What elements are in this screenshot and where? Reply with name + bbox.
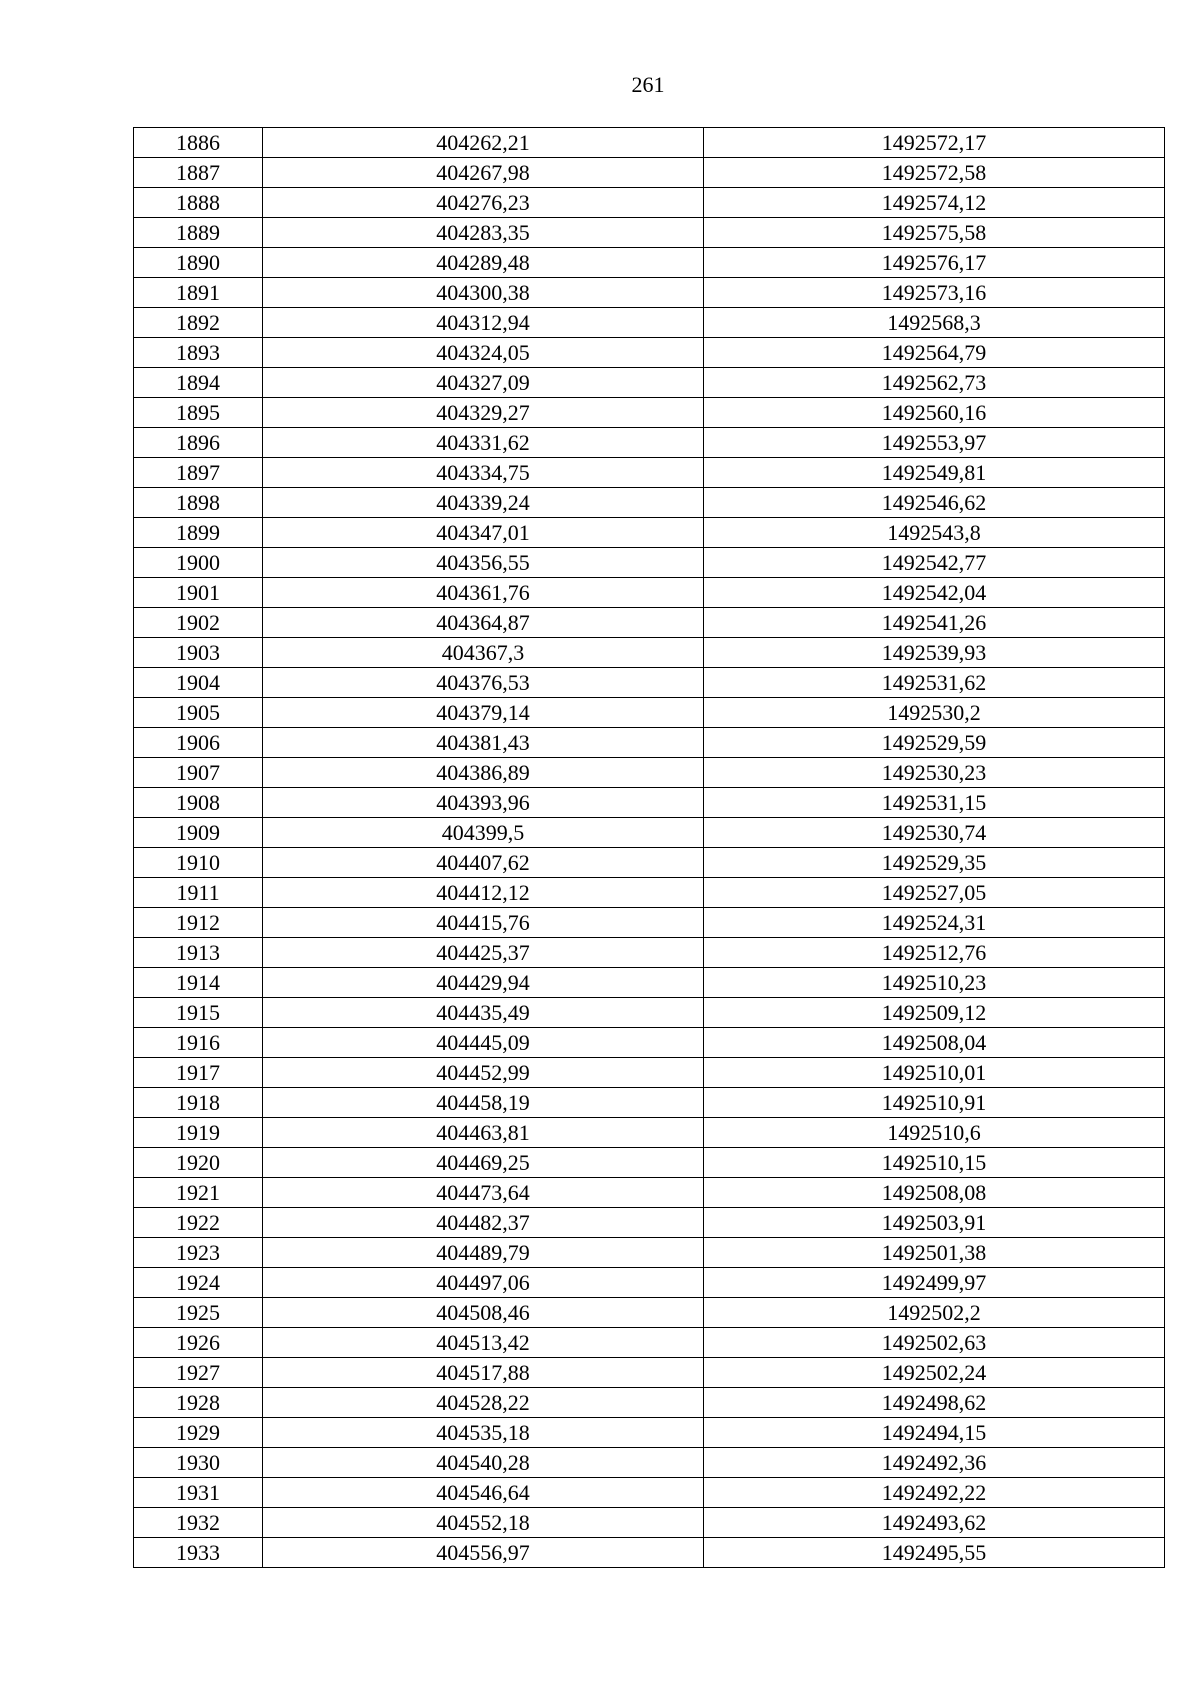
- point-number-cell: 1909: [134, 818, 263, 848]
- y-coordinate-cell: 1492508,08: [704, 1178, 1165, 1208]
- x-coordinate-cell: 404324,05: [263, 338, 704, 368]
- y-coordinate-cell: 1492503,91: [704, 1208, 1165, 1238]
- point-number-cell: 1890: [134, 248, 263, 278]
- x-coordinate-cell: 404267,98: [263, 158, 704, 188]
- x-coordinate-cell: 404356,55: [263, 548, 704, 578]
- table-row: [134, 338, 1165, 368]
- x-coordinate-cell: 404528,22: [263, 1388, 704, 1418]
- table-row: [134, 638, 1165, 668]
- point-number-cell: 1908: [134, 788, 263, 818]
- y-coordinate-cell: 1492529,59: [704, 728, 1165, 758]
- x-coordinate-cell: 404367,3: [263, 638, 704, 668]
- y-coordinate-cell: 1492508,04: [704, 1028, 1165, 1058]
- x-coordinate-cell: 404334,75: [263, 458, 704, 488]
- table-row: [134, 698, 1165, 728]
- table-row: [134, 1478, 1165, 1508]
- y-coordinate-cell: 1492542,77: [704, 548, 1165, 578]
- point-number-cell: 1916: [134, 1028, 263, 1058]
- table-row: [134, 1358, 1165, 1388]
- x-coordinate-cell: 404289,48: [263, 248, 704, 278]
- table-row: [134, 938, 1165, 968]
- x-coordinate-cell: 404513,42: [263, 1328, 704, 1358]
- x-coordinate-cell: 404425,37: [263, 938, 704, 968]
- table-row: [134, 1178, 1165, 1208]
- x-coordinate-cell: 404331,62: [263, 428, 704, 458]
- point-number-cell: 1920: [134, 1148, 263, 1178]
- point-number-cell: 1917: [134, 1058, 263, 1088]
- table-row: [134, 278, 1165, 308]
- y-coordinate-cell: 1492510,91: [704, 1088, 1165, 1118]
- point-number-cell: 1914: [134, 968, 263, 998]
- x-coordinate-cell: 404552,18: [263, 1508, 704, 1538]
- y-coordinate-cell: 1492502,2: [704, 1298, 1165, 1328]
- x-coordinate-cell: 404329,27: [263, 398, 704, 428]
- x-coordinate-cell: 404415,76: [263, 908, 704, 938]
- table-row: [134, 398, 1165, 428]
- y-coordinate-cell: 1492512,76: [704, 938, 1165, 968]
- table-row: [134, 128, 1165, 158]
- table-row: [134, 548, 1165, 578]
- table-row: [134, 1298, 1165, 1328]
- table-row: [134, 668, 1165, 698]
- table-row: [134, 188, 1165, 218]
- y-coordinate-cell: 1492531,62: [704, 668, 1165, 698]
- y-coordinate-cell: 1492543,8: [704, 518, 1165, 548]
- y-coordinate-cell: 1492546,62: [704, 488, 1165, 518]
- x-coordinate-cell: 404327,09: [263, 368, 704, 398]
- coordinates-table-body: [134, 128, 1165, 1568]
- table-row: [134, 458, 1165, 488]
- point-number-cell: 1919: [134, 1118, 263, 1148]
- y-coordinate-cell: 1492573,16: [704, 278, 1165, 308]
- point-number-cell: 1901: [134, 578, 263, 608]
- point-number-cell: 1918: [134, 1088, 263, 1118]
- y-coordinate-cell: 1492509,12: [704, 998, 1165, 1028]
- coordinates-table: [133, 127, 1165, 1568]
- x-coordinate-cell: 404386,89: [263, 758, 704, 788]
- table-row: [134, 308, 1165, 338]
- table-row: [134, 158, 1165, 188]
- x-coordinate-cell: 404393,96: [263, 788, 704, 818]
- y-coordinate-cell: 1492574,12: [704, 188, 1165, 218]
- point-number-cell: 1924: [134, 1268, 263, 1298]
- y-coordinate-cell: 1492524,31: [704, 908, 1165, 938]
- y-coordinate-cell: 1492495,55: [704, 1538, 1165, 1568]
- point-number-cell: 1895: [134, 398, 263, 428]
- x-coordinate-cell: 404497,06: [263, 1268, 704, 1298]
- table-row: [134, 368, 1165, 398]
- point-number-cell: 1930: [134, 1448, 263, 1478]
- y-coordinate-cell: 1492492,36: [704, 1448, 1165, 1478]
- table-row: [134, 818, 1165, 848]
- table-row: [134, 1238, 1165, 1268]
- table-row: [134, 608, 1165, 638]
- table-row: [134, 1088, 1165, 1118]
- y-coordinate-cell: 1492549,81: [704, 458, 1165, 488]
- x-coordinate-cell: 404546,64: [263, 1478, 704, 1508]
- y-coordinate-cell: 1492510,23: [704, 968, 1165, 998]
- point-number-cell: 1889: [134, 218, 263, 248]
- table-row: [134, 968, 1165, 998]
- point-number-cell: 1926: [134, 1328, 263, 1358]
- y-coordinate-cell: 1492560,16: [704, 398, 1165, 428]
- table-row: [134, 758, 1165, 788]
- table-row: [134, 908, 1165, 938]
- y-coordinate-cell: 1492539,93: [704, 638, 1165, 668]
- point-number-cell: 1906: [134, 728, 263, 758]
- table-row: [134, 1418, 1165, 1448]
- point-number-cell: 1931: [134, 1478, 263, 1508]
- table-row: [134, 218, 1165, 248]
- point-number-cell: 1897: [134, 458, 263, 488]
- point-number-cell: 1912: [134, 908, 263, 938]
- point-number-cell: 1933: [134, 1538, 263, 1568]
- x-coordinate-cell: 404364,87: [263, 608, 704, 638]
- y-coordinate-cell: 1492510,15: [704, 1148, 1165, 1178]
- y-coordinate-cell: 1492499,97: [704, 1268, 1165, 1298]
- x-coordinate-cell: 404376,53: [263, 668, 704, 698]
- y-coordinate-cell: 1492553,97: [704, 428, 1165, 458]
- point-number-cell: 1891: [134, 278, 263, 308]
- y-coordinate-cell: 1492502,63: [704, 1328, 1165, 1358]
- y-coordinate-cell: 1492510,01: [704, 1058, 1165, 1088]
- point-number-cell: 1888: [134, 188, 263, 218]
- x-coordinate-cell: 404435,49: [263, 998, 704, 1028]
- y-coordinate-cell: 1492572,17: [704, 128, 1165, 158]
- y-coordinate-cell: 1492530,23: [704, 758, 1165, 788]
- x-coordinate-cell: 404312,94: [263, 308, 704, 338]
- y-coordinate-cell: 1492572,58: [704, 158, 1165, 188]
- x-coordinate-cell: 404473,64: [263, 1178, 704, 1208]
- y-coordinate-cell: 1492562,73: [704, 368, 1165, 398]
- y-coordinate-cell: 1492494,15: [704, 1418, 1165, 1448]
- point-number-cell: 1932: [134, 1508, 263, 1538]
- point-number-cell: 1922: [134, 1208, 263, 1238]
- point-number-cell: 1913: [134, 938, 263, 968]
- page-number: 261: [631, 72, 665, 97]
- y-coordinate-cell: 1492530,2: [704, 698, 1165, 728]
- point-number-cell: 1894: [134, 368, 263, 398]
- x-coordinate-cell: 404379,14: [263, 698, 704, 728]
- table-row: [134, 788, 1165, 818]
- y-coordinate-cell: 1492576,17: [704, 248, 1165, 278]
- x-coordinate-cell: 404407,62: [263, 848, 704, 878]
- table-row: [134, 728, 1165, 758]
- y-coordinate-cell: 1492492,22: [704, 1478, 1165, 1508]
- table-row: [134, 1208, 1165, 1238]
- point-number-cell: 1896: [134, 428, 263, 458]
- y-coordinate-cell: 1492531,15: [704, 788, 1165, 818]
- x-coordinate-cell: 404508,46: [263, 1298, 704, 1328]
- x-coordinate-cell: 404489,79: [263, 1238, 704, 1268]
- x-coordinate-cell: 404300,38: [263, 278, 704, 308]
- table-row: [134, 1118, 1165, 1148]
- point-number-cell: 1915: [134, 998, 263, 1028]
- y-coordinate-cell: 1492501,38: [704, 1238, 1165, 1268]
- point-number-cell: 1928: [134, 1388, 263, 1418]
- point-number-cell: 1923: [134, 1238, 263, 1268]
- point-number-cell: 1905: [134, 698, 263, 728]
- x-coordinate-cell: 404283,35: [263, 218, 704, 248]
- x-coordinate-cell: 404535,18: [263, 1418, 704, 1448]
- y-coordinate-cell: 1492527,05: [704, 878, 1165, 908]
- point-number-cell: 1898: [134, 488, 263, 518]
- y-coordinate-cell: 1492510,6: [704, 1118, 1165, 1148]
- y-coordinate-cell: 1492541,26: [704, 608, 1165, 638]
- point-number-cell: 1921: [134, 1178, 263, 1208]
- x-coordinate-cell: 404347,01: [263, 518, 704, 548]
- x-coordinate-cell: 404469,25: [263, 1148, 704, 1178]
- y-coordinate-cell: 1492502,24: [704, 1358, 1165, 1388]
- table-row: [134, 1328, 1165, 1358]
- point-number-cell: 1925: [134, 1298, 263, 1328]
- x-coordinate-cell: 404276,23: [263, 188, 704, 218]
- x-coordinate-cell: 404399,5: [263, 818, 704, 848]
- x-coordinate-cell: 404482,37: [263, 1208, 704, 1238]
- table-row: [134, 488, 1165, 518]
- table-row: [134, 848, 1165, 878]
- x-coordinate-cell: 404339,24: [263, 488, 704, 518]
- table-row: [134, 1508, 1165, 1538]
- y-coordinate-cell: 1492568,3: [704, 308, 1165, 338]
- x-coordinate-cell: 404381,43: [263, 728, 704, 758]
- table-row: [134, 998, 1165, 1028]
- point-number-cell: 1893: [134, 338, 263, 368]
- x-coordinate-cell: 404556,97: [263, 1538, 704, 1568]
- table-row: [134, 1268, 1165, 1298]
- x-coordinate-cell: 404452,99: [263, 1058, 704, 1088]
- table-row: [134, 248, 1165, 278]
- point-number-cell: 1903: [134, 638, 263, 668]
- table-row: [134, 1058, 1165, 1088]
- x-coordinate-cell: 404262,21: [263, 128, 704, 158]
- x-coordinate-cell: 404458,19: [263, 1088, 704, 1118]
- point-number-cell: 1899: [134, 518, 263, 548]
- point-number-cell: 1902: [134, 608, 263, 638]
- point-number-cell: 1929: [134, 1418, 263, 1448]
- table-row: [134, 1028, 1165, 1058]
- x-coordinate-cell: 404540,28: [263, 1448, 704, 1478]
- table-row: [134, 1388, 1165, 1418]
- y-coordinate-cell: 1492498,62: [704, 1388, 1165, 1418]
- table-row: [134, 428, 1165, 458]
- y-coordinate-cell: 1492564,79: [704, 338, 1165, 368]
- point-number-cell: 1892: [134, 308, 263, 338]
- y-coordinate-cell: 1492529,35: [704, 848, 1165, 878]
- point-number-cell: 1900: [134, 548, 263, 578]
- y-coordinate-cell: 1492530,74: [704, 818, 1165, 848]
- table-row: [134, 878, 1165, 908]
- x-coordinate-cell: 404412,12: [263, 878, 704, 908]
- point-number-cell: 1910: [134, 848, 263, 878]
- x-coordinate-cell: 404445,09: [263, 1028, 704, 1058]
- y-coordinate-cell: 1492542,04: [704, 578, 1165, 608]
- point-number-cell: 1911: [134, 878, 263, 908]
- x-coordinate-cell: 404517,88: [263, 1358, 704, 1388]
- table-row: [134, 578, 1165, 608]
- x-coordinate-cell: 404429,94: [263, 968, 704, 998]
- x-coordinate-cell: 404463,81: [263, 1118, 704, 1148]
- point-number-cell: 1927: [134, 1358, 263, 1388]
- point-number-cell: 1887: [134, 158, 263, 188]
- point-number-cell: 1907: [134, 758, 263, 788]
- y-coordinate-cell: 1492493,62: [704, 1508, 1165, 1538]
- x-coordinate-cell: 404361,76: [263, 578, 704, 608]
- point-number-cell: 1886: [134, 128, 263, 158]
- table-row: [134, 1148, 1165, 1178]
- y-coordinate-cell: 1492575,58: [704, 218, 1165, 248]
- table-row: [134, 1448, 1165, 1478]
- table-row: [134, 518, 1165, 548]
- point-number-cell: 1904: [134, 668, 263, 698]
- table-row: [134, 1538, 1165, 1568]
